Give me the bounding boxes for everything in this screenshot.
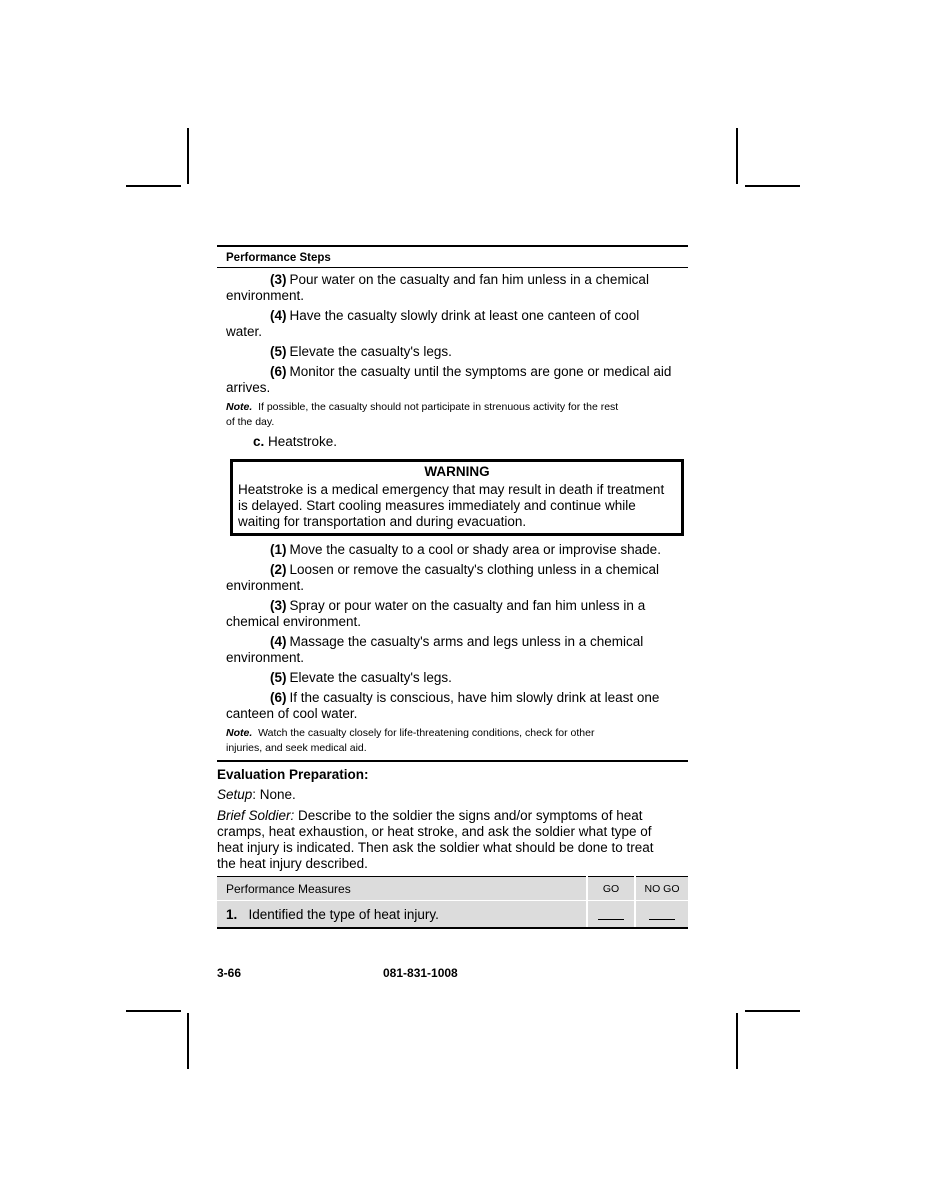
warning-line: is delayed. Start cooling measures immediately and continue while bbox=[238, 498, 636, 513]
crop-mark-top-right-vertical bbox=[736, 128, 738, 184]
table-row bbox=[217, 901, 688, 929]
step-item: (3) Spray or pour water on the casualty and fan him unless in a chemical environment. bbox=[226, 598, 646, 629]
page-content bbox=[217, 245, 688, 929]
section-rule bbox=[217, 760, 688, 762]
warning-line: waiting for transportation and during evacuation. bbox=[238, 514, 527, 529]
steps-list-b bbox=[217, 272, 688, 396]
crop-mark-top-left-vertical bbox=[187, 128, 189, 184]
warning-title: WARNING bbox=[424, 464, 490, 479]
step-item: (1) Move the casualty to a cool or shady area or improvise shade. bbox=[270, 542, 661, 557]
step-item: (6) If the casualty is conscious, have him slowly drink at least one canteen of cool water. bbox=[226, 690, 660, 721]
step-item: (4) Massage the casualty's arms and legs unless in a chemical environment. bbox=[226, 634, 644, 665]
step-item: (6) Monitor the casualty until the symptoms are gone or medical aid arrives. bbox=[226, 364, 672, 395]
crop-mark-bottom-left-vertical bbox=[187, 1013, 189, 1069]
go-header: GO bbox=[587, 877, 635, 901]
crop-mark-bottom-right-horizontal bbox=[745, 1010, 800, 1012]
performance-measures-table bbox=[217, 876, 688, 929]
step-item: (5) Elevate the casualty's legs. bbox=[270, 344, 452, 359]
step-item: (5) Elevate the casualty's legs. bbox=[270, 670, 452, 685]
evaluation-brief: Brief Soldier: Describe to the soldier the signs and/or symptoms of heat cramps, heat exhaustion, or heat stroke, and ask the soldier what type of heat injury is indicated. Then ask the soldier what should be done to treat the heat injury described. bbox=[217, 808, 654, 871]
crop-mark-bottom-left-horizontal bbox=[126, 1010, 181, 1012]
measures-header: Performance Measures bbox=[217, 877, 587, 901]
table-header-row bbox=[217, 877, 688, 901]
steps-list-c bbox=[217, 542, 688, 722]
crop-mark-top-right-horizontal bbox=[745, 185, 800, 187]
warning-box bbox=[230, 459, 684, 536]
performance-steps-header: Performance Steps bbox=[217, 247, 688, 268]
document-number: 081-831-1008 bbox=[383, 966, 458, 980]
crop-mark-bottom-right-vertical bbox=[736, 1013, 738, 1069]
nogo-header: NO GO bbox=[635, 877, 688, 901]
crop-mark-top-left-horizontal bbox=[126, 185, 181, 187]
note-rest-of-day: Note. If possible, the casualty should not participate in strenuous activity for the rest of the day. bbox=[226, 401, 619, 428]
step-item: (4) Have the casualty slowly drink at least one canteen of cool water. bbox=[226, 308, 640, 339]
page-number: 3-66 bbox=[217, 966, 242, 980]
evaluation-title: Evaluation Preparation: bbox=[217, 767, 369, 782]
measure-cell: 1. Identified the type of heat injury. bbox=[217, 901, 587, 929]
warning-line: Heatstroke is a medical emergency that may result in death if treatment bbox=[238, 482, 665, 497]
step-item: (3) Pour water on the casualty and fan him unless in a chemical environment. bbox=[226, 272, 649, 303]
nogo-blank[interactable] bbox=[635, 901, 688, 929]
note-watch-casualty: Note. Watch the casualty closely for life-threatening conditions, check for other injuries, and seek medical aid. bbox=[226, 727, 595, 754]
evaluation-setup: Setup: None. bbox=[217, 787, 296, 802]
subsection-heatstroke: c. Heatstroke. bbox=[253, 434, 338, 449]
step-item: (2) Loosen or remove the casualty's clothing unless in a chemical environment. bbox=[226, 562, 660, 593]
go-blank[interactable] bbox=[587, 901, 635, 929]
